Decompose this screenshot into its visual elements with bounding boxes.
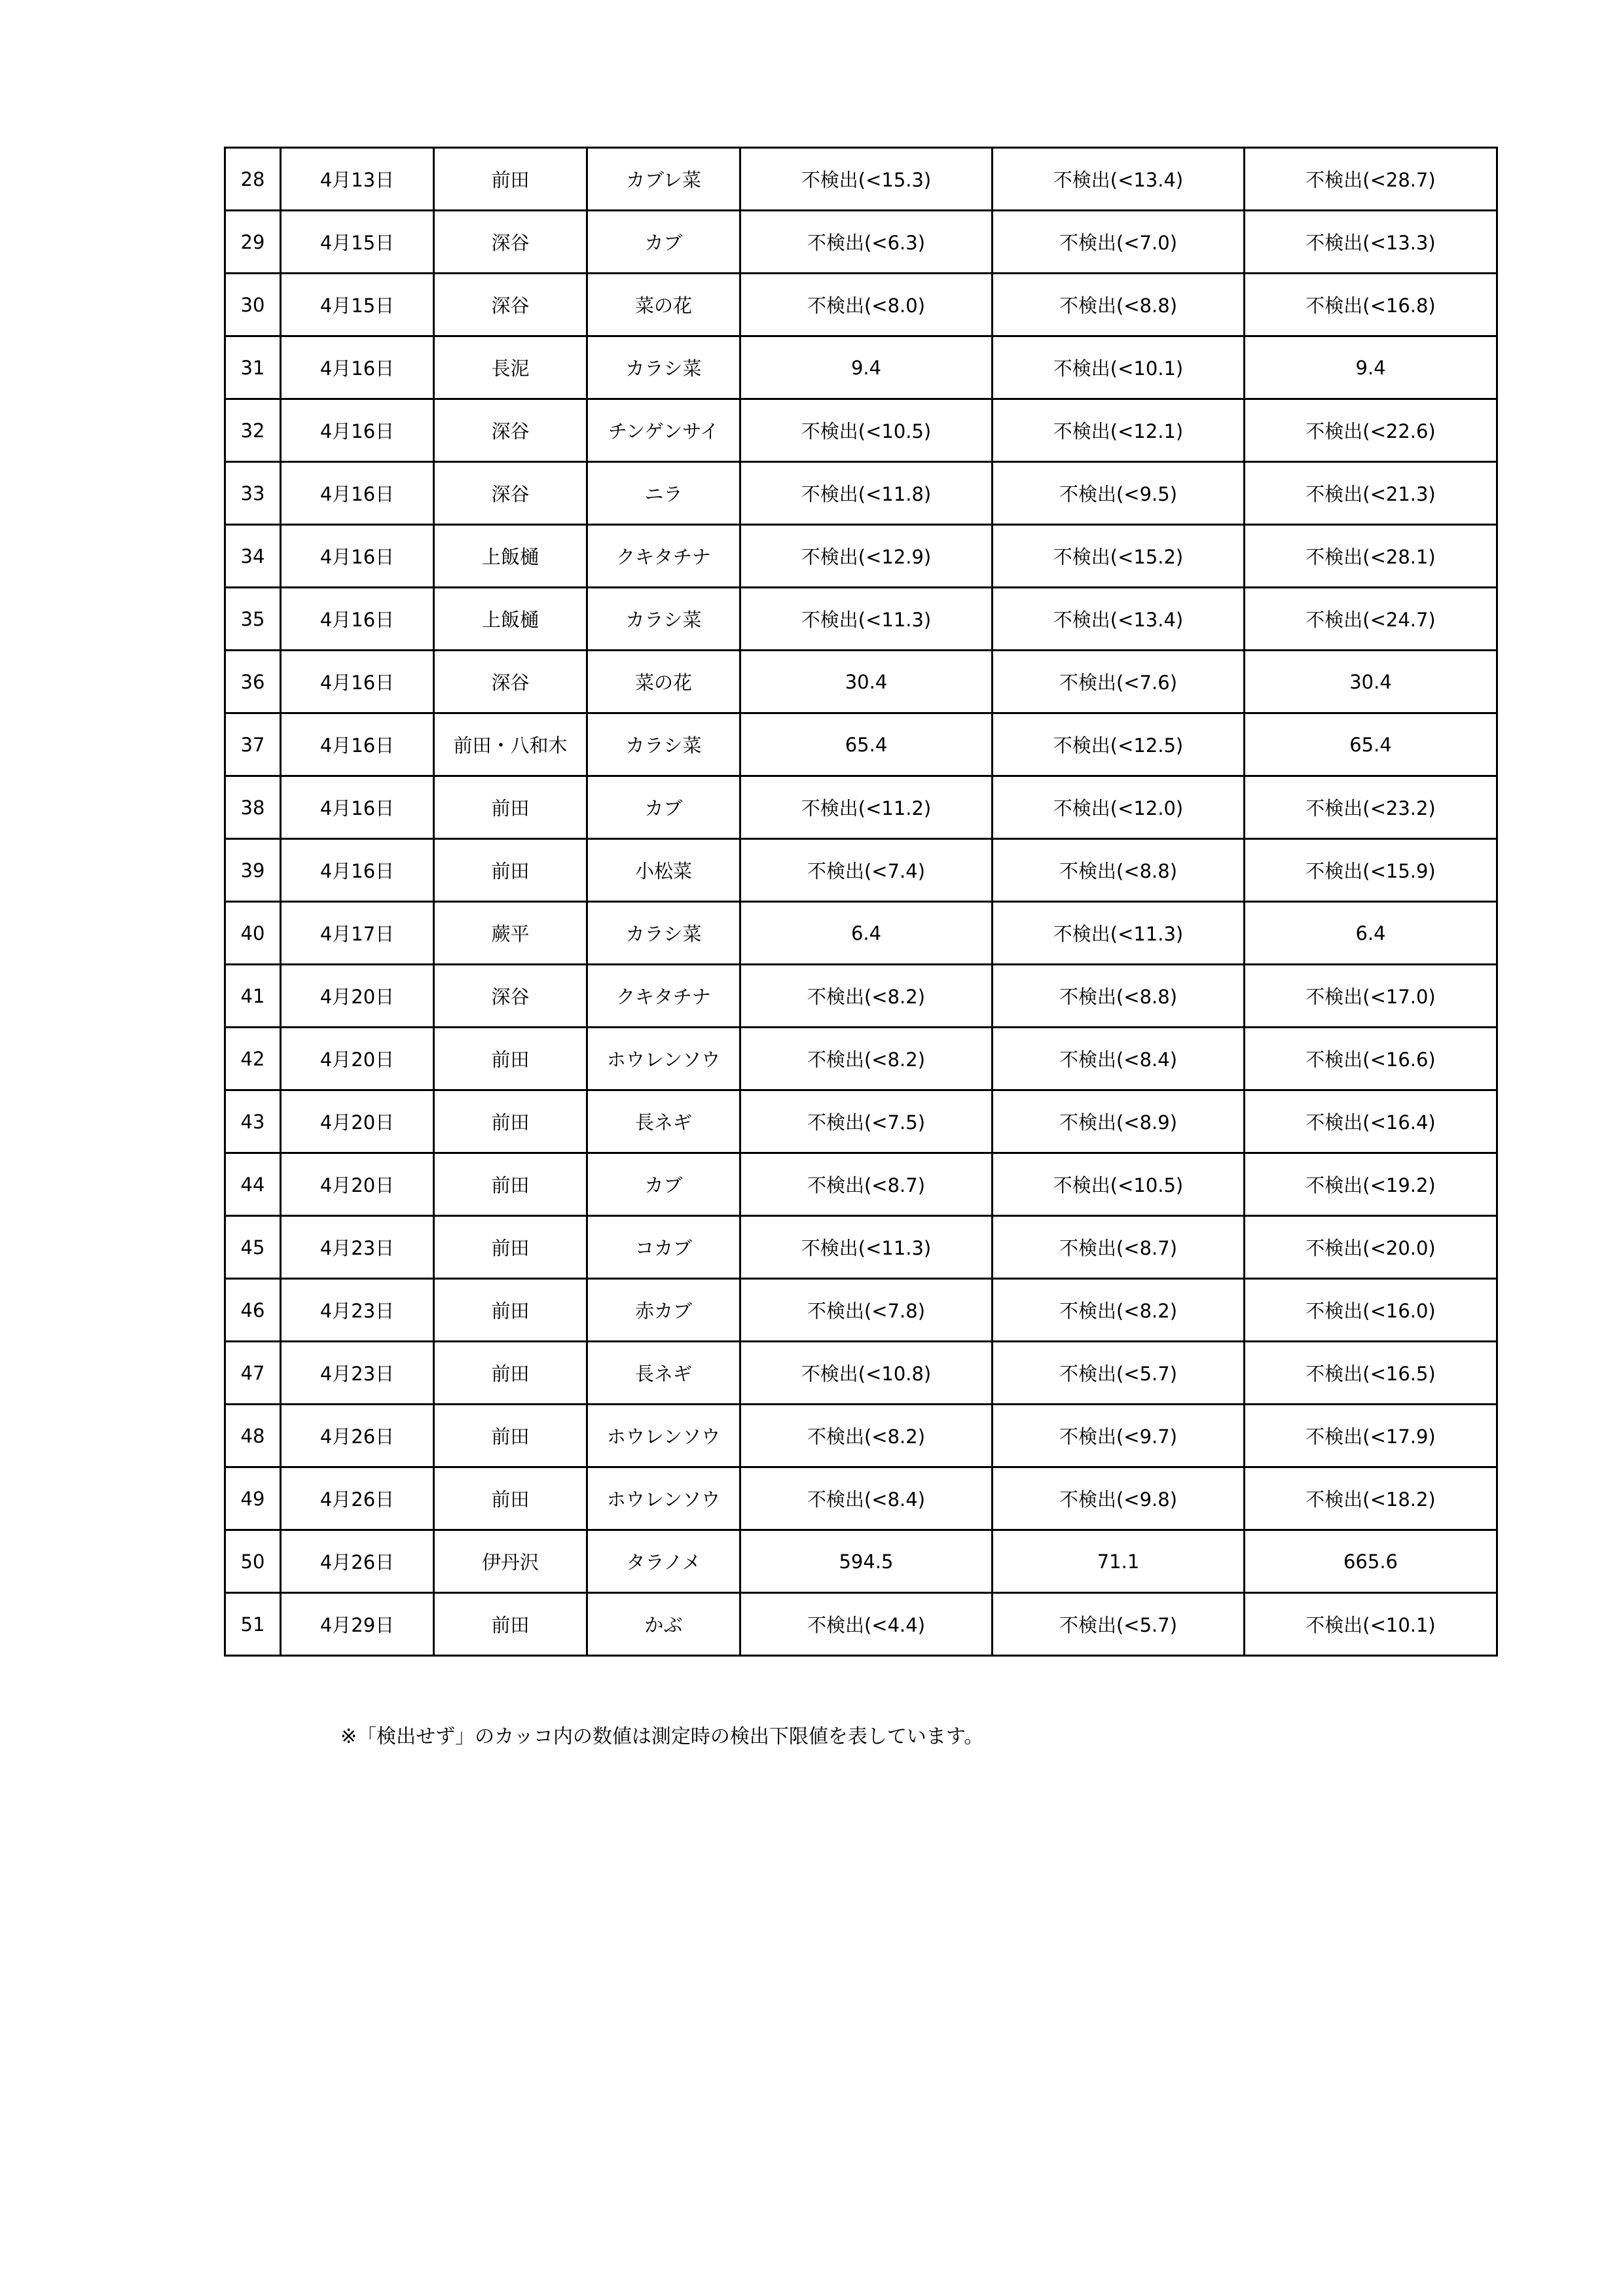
value3-cell: 不検出(<10.1) bbox=[1245, 1593, 1497, 1656]
date-cell: 4月13日 bbox=[281, 148, 434, 211]
value2-cell: 不検出(<5.7) bbox=[993, 1342, 1245, 1405]
value1-cell: 不検出(<7.4) bbox=[740, 839, 993, 902]
row-number: 46 bbox=[225, 1279, 281, 1342]
row-number: 41 bbox=[225, 965, 281, 1028]
item-cell: ホウレンソウ bbox=[587, 1028, 740, 1090]
value2-cell: 不検出(<10.1) bbox=[993, 336, 1245, 399]
results-table-body bbox=[225, 148, 1497, 1656]
area-cell: 蕨平 bbox=[434, 902, 587, 965]
area-cell: 深谷 bbox=[434, 211, 587, 274]
table-row bbox=[225, 1028, 1497, 1090]
row-number: 28 bbox=[225, 148, 281, 211]
value2-cell: 不検出(<9.8) bbox=[993, 1467, 1245, 1530]
item-cell: カラシ菜 bbox=[587, 902, 740, 965]
value1-cell: 30.4 bbox=[740, 651, 993, 713]
value2-cell: 不検出(<5.7) bbox=[993, 1593, 1245, 1656]
row-number: 37 bbox=[225, 713, 281, 776]
value1-cell: 不検出(<8.2) bbox=[740, 965, 993, 1028]
value2-cell: 不検出(<7.0) bbox=[993, 211, 1245, 274]
date-cell: 4月29日 bbox=[281, 1593, 434, 1656]
value1-cell: 不検出(<11.3) bbox=[740, 588, 993, 651]
value1-cell: 不検出(<6.3) bbox=[740, 211, 993, 274]
value2-cell: 不検出(<8.8) bbox=[993, 274, 1245, 336]
date-cell: 4月23日 bbox=[281, 1342, 434, 1405]
row-number: 50 bbox=[225, 1530, 281, 1593]
value2-cell: 不検出(<12.1) bbox=[993, 399, 1245, 462]
value2-cell: 不検出(<13.4) bbox=[993, 148, 1245, 211]
area-cell: 前田 bbox=[434, 1467, 587, 1530]
value1-cell: 9.4 bbox=[740, 336, 993, 399]
date-cell: 4月26日 bbox=[281, 1530, 434, 1593]
item-cell: クキタチナ bbox=[587, 965, 740, 1028]
value1-cell: 不検出(<12.9) bbox=[740, 525, 993, 588]
value3-cell: 不検出(<13.3) bbox=[1245, 211, 1497, 274]
table-row bbox=[225, 1090, 1497, 1153]
date-cell: 4月20日 bbox=[281, 1153, 434, 1216]
item-cell: ホウレンソウ bbox=[587, 1405, 740, 1467]
row-number: 35 bbox=[225, 588, 281, 651]
table-row bbox=[225, 1279, 1497, 1342]
table-row bbox=[225, 839, 1497, 902]
table-row bbox=[225, 462, 1497, 525]
area-cell: 深谷 bbox=[434, 274, 587, 336]
row-number: 49 bbox=[225, 1467, 281, 1530]
item-cell: 菜の花 bbox=[587, 651, 740, 713]
table-row bbox=[225, 148, 1497, 211]
area-cell: 深谷 bbox=[434, 399, 587, 462]
value1-cell: 不検出(<11.8) bbox=[740, 462, 993, 525]
value1-cell: 不検出(<8.0) bbox=[740, 274, 993, 336]
value3-cell: 不検出(<24.7) bbox=[1245, 588, 1497, 651]
value3-cell: 不検出(<16.8) bbox=[1245, 274, 1497, 336]
item-cell: カラシ菜 bbox=[587, 713, 740, 776]
value3-cell: 不検出(<15.9) bbox=[1245, 839, 1497, 902]
table-row bbox=[225, 651, 1497, 713]
date-cell: 4月16日 bbox=[281, 651, 434, 713]
item-cell: かぶ bbox=[587, 1593, 740, 1656]
date-cell: 4月16日 bbox=[281, 588, 434, 651]
value2-cell: 不検出(<8.9) bbox=[993, 1090, 1245, 1153]
row-number: 39 bbox=[225, 839, 281, 902]
date-cell: 4月16日 bbox=[281, 776, 434, 839]
table-row bbox=[225, 336, 1497, 399]
date-cell: 4月20日 bbox=[281, 1028, 434, 1090]
area-cell: 前田・八和木 bbox=[434, 713, 587, 776]
value2-cell: 不検出(<7.6) bbox=[993, 651, 1245, 713]
value1-cell: 不検出(<7.5) bbox=[740, 1090, 993, 1153]
area-cell: 深谷 bbox=[434, 462, 587, 525]
value2-cell: 不検出(<12.0) bbox=[993, 776, 1245, 839]
area-cell: 前田 bbox=[434, 1342, 587, 1405]
value3-cell: 665.6 bbox=[1245, 1530, 1497, 1593]
item-cell: 菜の花 bbox=[587, 274, 740, 336]
table-row bbox=[225, 211, 1497, 274]
item-cell: 小松菜 bbox=[587, 839, 740, 902]
table-row bbox=[225, 1153, 1497, 1216]
value3-cell: 6.4 bbox=[1245, 902, 1497, 965]
value2-cell: 不検出(<10.5) bbox=[993, 1153, 1245, 1216]
value3-cell: 不検出(<18.2) bbox=[1245, 1467, 1497, 1530]
date-cell: 4月23日 bbox=[281, 1279, 434, 1342]
results-table bbox=[224, 147, 1498, 1657]
value3-cell: 不検出(<19.2) bbox=[1245, 1153, 1497, 1216]
value2-cell: 不検出(<9.7) bbox=[993, 1405, 1245, 1467]
row-number: 45 bbox=[225, 1216, 281, 1279]
area-cell: 深谷 bbox=[434, 651, 587, 713]
value1-cell: 不検出(<8.4) bbox=[740, 1467, 993, 1530]
area-cell: 前田 bbox=[434, 1153, 587, 1216]
value1-cell: 594.5 bbox=[740, 1530, 993, 1593]
row-number: 44 bbox=[225, 1153, 281, 1216]
row-number: 31 bbox=[225, 336, 281, 399]
date-cell: 4月15日 bbox=[281, 211, 434, 274]
area-cell: 前田 bbox=[434, 776, 587, 839]
area-cell: 前田 bbox=[434, 1279, 587, 1342]
value1-cell: 不検出(<4.4) bbox=[740, 1593, 993, 1656]
value1-cell: 不検出(<15.3) bbox=[740, 148, 993, 211]
item-cell: カラシ菜 bbox=[587, 336, 740, 399]
row-number: 47 bbox=[225, 1342, 281, 1405]
item-cell: カブレ菜 bbox=[587, 148, 740, 211]
table-row bbox=[225, 399, 1497, 462]
area-cell: 伊丹沢 bbox=[434, 1530, 587, 1593]
date-cell: 4月23日 bbox=[281, 1216, 434, 1279]
row-number: 43 bbox=[225, 1090, 281, 1153]
table-row bbox=[225, 1593, 1497, 1656]
item-cell: タラノメ bbox=[587, 1530, 740, 1593]
value3-cell: 不検出(<16.6) bbox=[1245, 1028, 1497, 1090]
row-number: 51 bbox=[225, 1593, 281, 1656]
table-row bbox=[225, 1405, 1497, 1467]
value3-cell: 不検出(<16.5) bbox=[1245, 1342, 1497, 1405]
value2-cell: 不検出(<12.5) bbox=[993, 713, 1245, 776]
value1-cell: 6.4 bbox=[740, 902, 993, 965]
table-row bbox=[225, 1467, 1497, 1530]
value3-cell: 不検出(<21.3) bbox=[1245, 462, 1497, 525]
item-cell: カブ bbox=[587, 211, 740, 274]
item-cell: チンゲンサイ bbox=[587, 399, 740, 462]
item-cell: 長ネギ bbox=[587, 1342, 740, 1405]
value2-cell: 不検出(<9.5) bbox=[993, 462, 1245, 525]
table-row bbox=[225, 713, 1497, 776]
value2-cell: 不検出(<15.2) bbox=[993, 525, 1245, 588]
table-row bbox=[225, 1216, 1497, 1279]
value1-cell: 不検出(<8.2) bbox=[740, 1405, 993, 1467]
value2-cell: 不検出(<8.4) bbox=[993, 1028, 1245, 1090]
table-row bbox=[225, 902, 1497, 965]
item-cell: コカブ bbox=[587, 1216, 740, 1279]
table-row bbox=[225, 776, 1497, 839]
item-cell: ニラ bbox=[587, 462, 740, 525]
date-cell: 4月16日 bbox=[281, 713, 434, 776]
value2-cell: 不検出(<8.7) bbox=[993, 1216, 1245, 1279]
area-cell: 前田 bbox=[434, 1593, 587, 1656]
value1-cell: 不検出(<8.7) bbox=[740, 1153, 993, 1216]
area-cell: 深谷 bbox=[434, 965, 587, 1028]
value3-cell: 不検出(<20.0) bbox=[1245, 1216, 1497, 1279]
area-cell: 上飯樋 bbox=[434, 525, 587, 588]
item-cell: カブ bbox=[587, 776, 740, 839]
table-row bbox=[225, 1342, 1497, 1405]
date-cell: 4月26日 bbox=[281, 1467, 434, 1530]
value2-cell: 不検出(<8.8) bbox=[993, 965, 1245, 1028]
date-cell: 4月16日 bbox=[281, 399, 434, 462]
value2-cell: 不検出(<11.3) bbox=[993, 902, 1245, 965]
date-cell: 4月15日 bbox=[281, 274, 434, 336]
value1-cell: 65.4 bbox=[740, 713, 993, 776]
row-number: 40 bbox=[225, 902, 281, 965]
row-number: 32 bbox=[225, 399, 281, 462]
table-row bbox=[225, 525, 1497, 588]
value2-cell: 不検出(<13.4) bbox=[993, 588, 1245, 651]
row-number: 36 bbox=[225, 651, 281, 713]
footnote: ※「検出せず」のカッコ内の数値は測定時の検出下限値を表しています。 bbox=[340, 1725, 984, 1748]
table-row bbox=[225, 965, 1497, 1028]
value3-cell: 不検出(<17.0) bbox=[1245, 965, 1497, 1028]
item-cell: 長ネギ bbox=[587, 1090, 740, 1153]
value1-cell: 不検出(<11.3) bbox=[740, 1216, 993, 1279]
date-cell: 4月16日 bbox=[281, 525, 434, 588]
area-cell: 前田 bbox=[434, 1216, 587, 1279]
value3-cell: 不検出(<22.6) bbox=[1245, 399, 1497, 462]
area-cell: 前田 bbox=[434, 1090, 587, 1153]
value3-cell: 不検出(<23.2) bbox=[1245, 776, 1497, 839]
value3-cell: 不検出(<28.1) bbox=[1245, 525, 1497, 588]
area-cell: 上飯樋 bbox=[434, 588, 587, 651]
value2-cell: 不検出(<8.8) bbox=[993, 839, 1245, 902]
value1-cell: 不検出(<11.2) bbox=[740, 776, 993, 839]
item-cell: カブ bbox=[587, 1153, 740, 1216]
value3-cell: 30.4 bbox=[1245, 651, 1497, 713]
row-number: 33 bbox=[225, 462, 281, 525]
value3-cell: 不検出(<16.4) bbox=[1245, 1090, 1497, 1153]
row-number: 30 bbox=[225, 274, 281, 336]
value3-cell: 65.4 bbox=[1245, 713, 1497, 776]
date-cell: 4月17日 bbox=[281, 902, 434, 965]
value3-cell: 不検出(<17.9) bbox=[1245, 1405, 1497, 1467]
item-cell: ホウレンソウ bbox=[587, 1467, 740, 1530]
value3-cell: 不検出(<28.7) bbox=[1245, 148, 1497, 211]
row-number: 48 bbox=[225, 1405, 281, 1467]
date-cell: 4月20日 bbox=[281, 965, 434, 1028]
area-cell: 前田 bbox=[434, 148, 587, 211]
item-cell: クキタチナ bbox=[587, 525, 740, 588]
value2-cell: 71.1 bbox=[993, 1530, 1245, 1593]
value1-cell: 不検出(<7.8) bbox=[740, 1279, 993, 1342]
date-cell: 4月20日 bbox=[281, 1090, 434, 1153]
value1-cell: 不検出(<10.5) bbox=[740, 399, 993, 462]
table-row bbox=[225, 1530, 1497, 1593]
area-cell: 前田 bbox=[434, 839, 587, 902]
area-cell: 前田 bbox=[434, 1405, 587, 1467]
value3-cell: 9.4 bbox=[1245, 336, 1497, 399]
area-cell: 長泥 bbox=[434, 336, 587, 399]
item-cell: 赤カブ bbox=[587, 1279, 740, 1342]
date-cell: 4月26日 bbox=[281, 1405, 434, 1467]
area-cell: 前田 bbox=[434, 1028, 587, 1090]
date-cell: 4月16日 bbox=[281, 462, 434, 525]
row-number: 38 bbox=[225, 776, 281, 839]
table-row bbox=[225, 588, 1497, 651]
row-number: 29 bbox=[225, 211, 281, 274]
value1-cell: 不検出(<8.2) bbox=[740, 1028, 993, 1090]
item-cell: カラシ菜 bbox=[587, 588, 740, 651]
date-cell: 4月16日 bbox=[281, 336, 434, 399]
value1-cell: 不検出(<10.8) bbox=[740, 1342, 993, 1405]
value2-cell: 不検出(<8.2) bbox=[993, 1279, 1245, 1342]
row-number: 34 bbox=[225, 525, 281, 588]
value3-cell: 不検出(<16.0) bbox=[1245, 1279, 1497, 1342]
table-row bbox=[225, 274, 1497, 336]
date-cell: 4月16日 bbox=[281, 839, 434, 902]
row-number: 42 bbox=[225, 1028, 281, 1090]
